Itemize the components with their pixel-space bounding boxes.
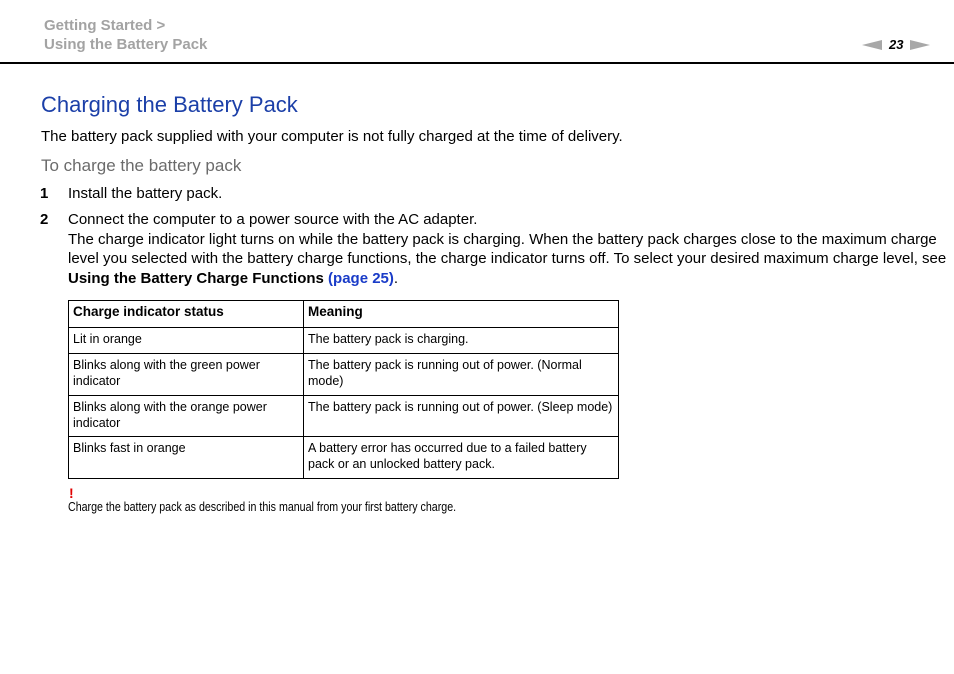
table-row: [69, 396, 619, 437]
step-number: 2: [40, 211, 49, 228]
page-reference-link[interactable]: (page 25): [328, 269, 394, 287]
page-navigation: [862, 37, 930, 53]
table-cell-meaning: The battery pack is charging.: [304, 328, 619, 354]
charge-indicator-table: [68, 300, 619, 479]
section-title: Charging the Battery Pack: [41, 92, 298, 117]
step-text: Install the battery pack.: [68, 185, 223, 202]
step-text: [68, 210, 948, 288]
step-2-end: .: [393, 269, 399, 287]
table-cell-status: Blinks along with the green power indicator: [69, 354, 304, 396]
table-header-row: [69, 301, 619, 328]
table-cell-meaning: The battery pack is running out of power. (Normal mode): [304, 354, 619, 396]
table-cell-status: Blinks fast in orange: [69, 437, 304, 479]
breadcrumb-page[interactable]: Using the Battery Pack: [44, 36, 208, 53]
table-row: [69, 354, 619, 396]
table-row: [69, 328, 619, 354]
table-cell-meaning: The battery pack is running out of power. (Sleep mode): [304, 396, 619, 437]
next-page-arrow-icon[interactable]: [910, 40, 930, 50]
step-2-body-text: The charge indicator light turns on while the battery pack is charging. When the battery pack charges close to the maximum charge level you selected with the battery charge functions, the charge indicator turns off. To select your desired maximum charge level, see: [68, 230, 947, 267]
intro-paragraph: The battery pack supplied with your computer is not fully charged at the time of delivery.: [41, 128, 623, 145]
breadcrumb-section[interactable]: Getting Started >: [44, 17, 166, 34]
table-row: [69, 437, 619, 479]
step-2-body: [68, 230, 948, 289]
step-number: 1: [40, 185, 49, 202]
previous-page-arrow-icon[interactable]: [862, 40, 882, 50]
page-number: 23: [889, 37, 904, 52]
note-text: Charge the battery pack as described in this manual from your first battery charge.: [68, 499, 457, 514]
warning-icon: !: [69, 485, 74, 501]
table-cell-meaning: A battery error has occurred due to a failed battery pack or an unlocked battery pack.: [304, 437, 619, 479]
header-divider: [0, 62, 954, 64]
table-header-status: Charge indicator status: [69, 301, 304, 328]
table-header-meaning: Meaning: [304, 301, 619, 328]
reference-title: Using the Battery Charge Functions: [68, 269, 324, 287]
step-2-line: Connect the computer to a power source with the AC adapter.: [68, 211, 478, 228]
procedure-title: To charge the battery pack: [41, 156, 242, 175]
table-cell-status: Blinks along with the orange power indicator: [69, 396, 304, 437]
table-cell-status: Lit in orange: [69, 328, 304, 354]
